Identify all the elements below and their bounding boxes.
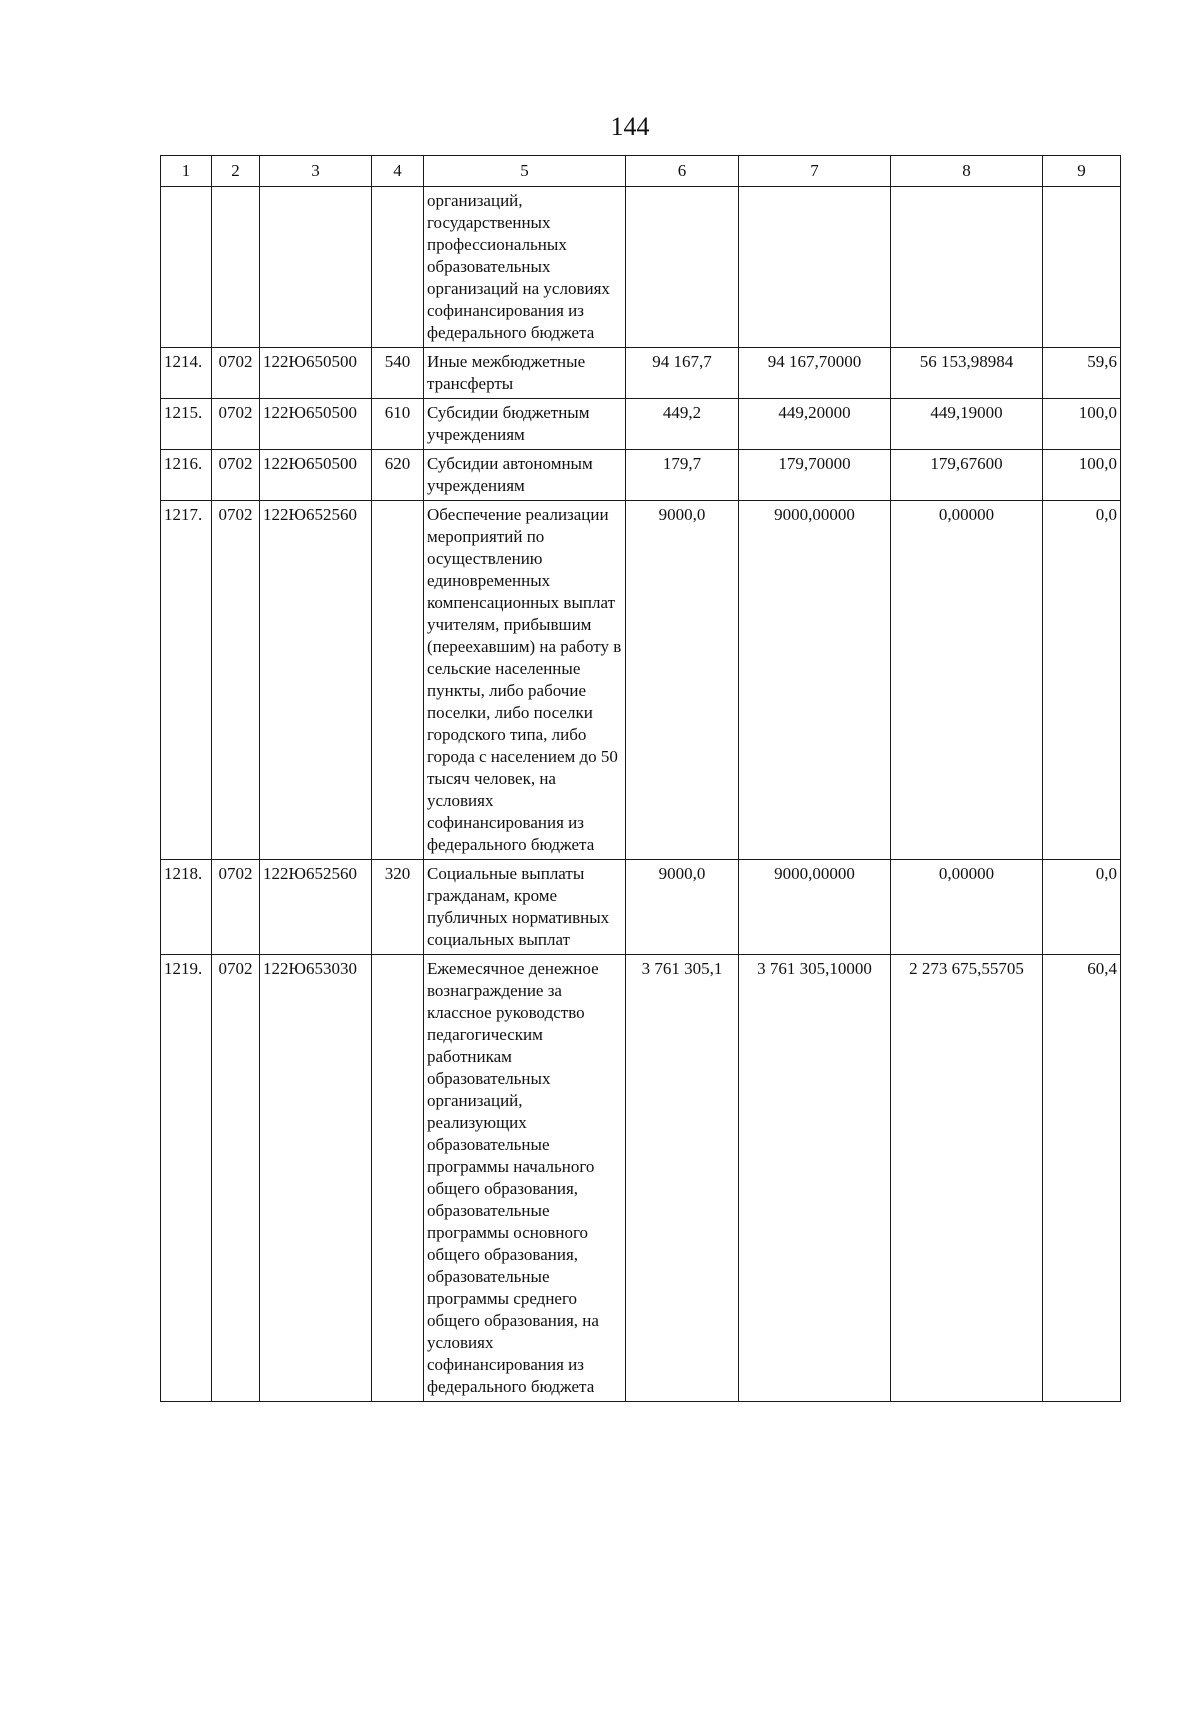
target-article-code: 122Ю652560 xyxy=(260,501,372,860)
item-name: Субсидии бюджетным учреждениям xyxy=(424,399,626,450)
column-header: 5 xyxy=(424,156,626,187)
budget-table xyxy=(160,155,1121,1402)
table-row xyxy=(161,860,1121,955)
section-code: 0702 xyxy=(212,501,260,860)
expense-type-code: 620 xyxy=(372,450,424,501)
target-article-code: 122Ю650500 xyxy=(260,348,372,399)
target-article-code: 122Ю650500 xyxy=(260,450,372,501)
value-col-7: 9000,00000 xyxy=(739,860,891,955)
expense-type-code xyxy=(372,955,424,1402)
percent-col-9: 0,0 xyxy=(1043,501,1121,860)
page-number: 144 xyxy=(610,112,650,141)
value-col-7: 449,20000 xyxy=(739,399,891,450)
value-col-6: 449,2 xyxy=(626,399,739,450)
row-number: 1216. xyxy=(161,450,212,501)
column-header: 4 xyxy=(372,156,424,187)
row-number xyxy=(161,187,212,348)
target-article-code xyxy=(260,187,372,348)
percent-col-9: 0,0 xyxy=(1043,860,1121,955)
value-col-8: 0,00000 xyxy=(891,860,1043,955)
section-code: 0702 xyxy=(212,955,260,1402)
row-number: 1217. xyxy=(161,501,212,860)
table-row xyxy=(161,955,1121,1402)
item-name: Социальные выплаты гражданам, кроме публичных нормативных социальных выплат xyxy=(424,860,626,955)
target-article-code: 122Ю650500 xyxy=(260,399,372,450)
value-col-7: 179,70000 xyxy=(739,450,891,501)
section-code: 0702 xyxy=(212,450,260,501)
header-row xyxy=(161,156,1121,187)
section-code: 0702 xyxy=(212,348,260,399)
column-header: 1 xyxy=(161,156,212,187)
value-col-6: 94 167,7 xyxy=(626,348,739,399)
value-col-7: 3 761 305,10000 xyxy=(739,955,891,1402)
percent-col-9: 100,0 xyxy=(1043,399,1121,450)
item-name: организаций, государственных профессиональных образовательных организаций на условиях софинансирования из федерального бюджета xyxy=(424,187,626,348)
table-row xyxy=(161,187,1121,348)
item-name: Ежемесячное денежное вознаграждение за классное руководство педагогическим работникам образовательных организаций, реализующих образовательные программы начального общего образования, образовательные программы основного общего образования, образовательные программы среднего общего образования, на условиях софинансирования из федерального бюджета xyxy=(424,955,626,1402)
value-col-8 xyxy=(891,187,1043,348)
value-col-8: 2 273 675,55705 xyxy=(891,955,1043,1402)
table-row xyxy=(161,399,1121,450)
value-col-7: 94 167,70000 xyxy=(739,348,891,399)
percent-col-9 xyxy=(1043,187,1121,348)
value-col-6 xyxy=(626,187,739,348)
section-code: 0702 xyxy=(212,860,260,955)
value-col-6: 3 761 305,1 xyxy=(626,955,739,1402)
value-col-6: 9000,0 xyxy=(626,501,739,860)
column-header: 9 xyxy=(1043,156,1121,187)
table-row xyxy=(161,450,1121,501)
section-code: 0702 xyxy=(212,399,260,450)
table-row xyxy=(161,348,1121,399)
value-col-7: 9000,00000 xyxy=(739,501,891,860)
row-number: 1219. xyxy=(161,955,212,1402)
section-code xyxy=(212,187,260,348)
column-header: 3 xyxy=(260,156,372,187)
expense-type-code xyxy=(372,501,424,860)
expense-type-code: 320 xyxy=(372,860,424,955)
row-number: 1215. xyxy=(161,399,212,450)
percent-col-9: 59,6 xyxy=(1043,348,1121,399)
table-row xyxy=(161,501,1121,860)
expense-type-code xyxy=(372,187,424,348)
item-name: Иные межбюджетные трансферты xyxy=(424,348,626,399)
target-article-code: 122Ю652560 xyxy=(260,860,372,955)
item-name: Обеспечение реализации мероприятий по осуществлению единовременных компенсационных выплат учителям, прибывшим (переехавшим) на работу в сельские населенные пункты, либо рабочие поселки, либо поселки городского типа, либо города с населением до 50 тысяч человек, на условиях софинансирования из федерального бюджета xyxy=(424,501,626,860)
value-col-8: 449,19000 xyxy=(891,399,1043,450)
column-header: 8 xyxy=(891,156,1043,187)
value-col-7 xyxy=(739,187,891,348)
item-name: Субсидии автономным учреждениям xyxy=(424,450,626,501)
row-number: 1214. xyxy=(161,348,212,399)
column-header: 6 xyxy=(626,156,739,187)
percent-col-9: 100,0 xyxy=(1043,450,1121,501)
value-col-6: 9000,0 xyxy=(626,860,739,955)
value-col-8: 56 153,98984 xyxy=(891,348,1043,399)
value-col-8: 0,00000 xyxy=(891,501,1043,860)
target-article-code: 122Ю653030 xyxy=(260,955,372,1402)
column-header: 7 xyxy=(739,156,891,187)
percent-col-9: 60,4 xyxy=(1043,955,1121,1402)
column-header: 2 xyxy=(212,156,260,187)
expense-type-code: 540 xyxy=(372,348,424,399)
row-number: 1218. xyxy=(161,860,212,955)
value-col-6: 179,7 xyxy=(626,450,739,501)
value-col-8: 179,67600 xyxy=(891,450,1043,501)
expense-type-code: 610 xyxy=(372,399,424,450)
